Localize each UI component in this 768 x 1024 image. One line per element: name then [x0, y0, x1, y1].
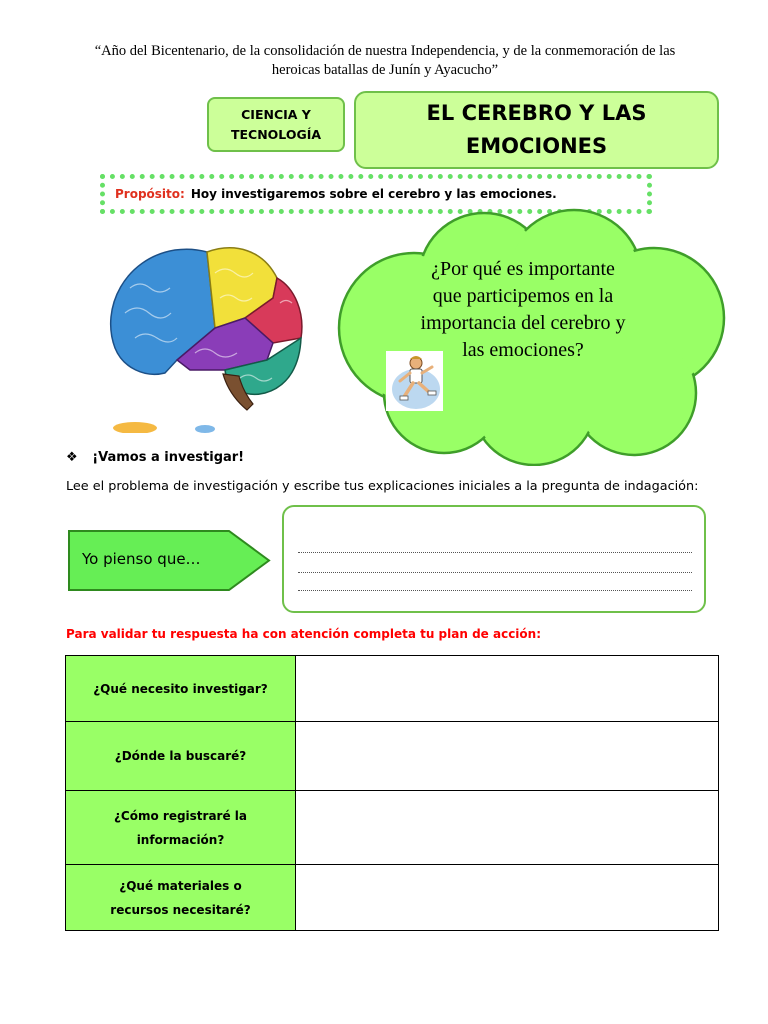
answer-line — [298, 572, 692, 573]
action-plan-table — [65, 655, 719, 931]
question-line3: importancia del cerebro y — [420, 312, 626, 334]
header-quote-line1: “Año del Bicentenario, de la consolidación de nuestra Independencia, y de la conmemoración de las — [94, 43, 676, 59]
diamond-bullet-icon: ❖ — [66, 450, 78, 465]
brain-illustration — [95, 228, 325, 433]
answer-line — [298, 552, 692, 553]
cloud-question — [388, 256, 658, 364]
subject-box — [207, 97, 345, 152]
plan-question-line2: recursos necesitaré? — [110, 902, 251, 917]
purpose-text: Hoy investigaremos sobre el cerebro y las emociones. — [190, 187, 557, 201]
investigate-heading — [66, 450, 244, 465]
table-row — [66, 791, 719, 865]
thinking-arrow-label: Yo pienso que… — [82, 550, 201, 568]
question-line1: ¿Por qué es importante — [431, 258, 615, 280]
answer-line — [298, 590, 692, 591]
plan-question-cell — [66, 656, 296, 722]
plan-question-cell — [66, 791, 296, 865]
plan-question-line1: ¿Cómo registraré la — [113, 808, 248, 823]
page-title — [354, 91, 719, 169]
table-row — [66, 722, 719, 791]
plan-intro: Para validar tu respuesta ha con atención completa tu plan de acción: — [66, 627, 542, 641]
table-row — [66, 865, 719, 931]
plan-answer-cell[interactable] — [296, 865, 719, 931]
header-quote — [40, 42, 730, 80]
investigate-instruction: Lee el problema de investigación y escribe tus explicaciones iniciales a la pregunta de indagación: — [66, 479, 699, 494]
plan-answer-cell[interactable] — [296, 791, 719, 865]
investigate-heading-text: ¡Vamos a investigar! — [92, 450, 245, 465]
plan-question-line2: información? — [136, 832, 225, 847]
plan-question-line1: ¿Qué materiales o — [119, 878, 242, 893]
plan-answer-cell[interactable] — [296, 656, 719, 722]
plan-question-line1: ¿Qué necesito investigar? — [93, 681, 268, 696]
answer-box[interactable] — [282, 505, 706, 613]
question-line2: que participemos en la — [432, 285, 614, 307]
title-line1: EL CEREBRO Y LAS — [426, 101, 647, 125]
plan-question-cell — [66, 865, 296, 931]
header-quote-line2: heroicas batallas de Junín y Ayacucho” — [271, 62, 499, 78]
plan-question-cell — [66, 722, 296, 791]
table-row — [66, 656, 719, 722]
title-line2: EMOCIONES — [465, 134, 608, 158]
question-line4: las emociones? — [462, 339, 584, 361]
plan-answer-cell[interactable] — [296, 722, 719, 791]
purpose-label: Propósito: — [115, 187, 185, 201]
subject-line1: CIENCIA Y — [241, 106, 311, 122]
subject-line2: TECNOLOGÍA — [230, 126, 322, 142]
plan-question-line1: ¿Dónde la buscaré? — [114, 749, 247, 763]
runner-icon — [386, 351, 443, 411]
